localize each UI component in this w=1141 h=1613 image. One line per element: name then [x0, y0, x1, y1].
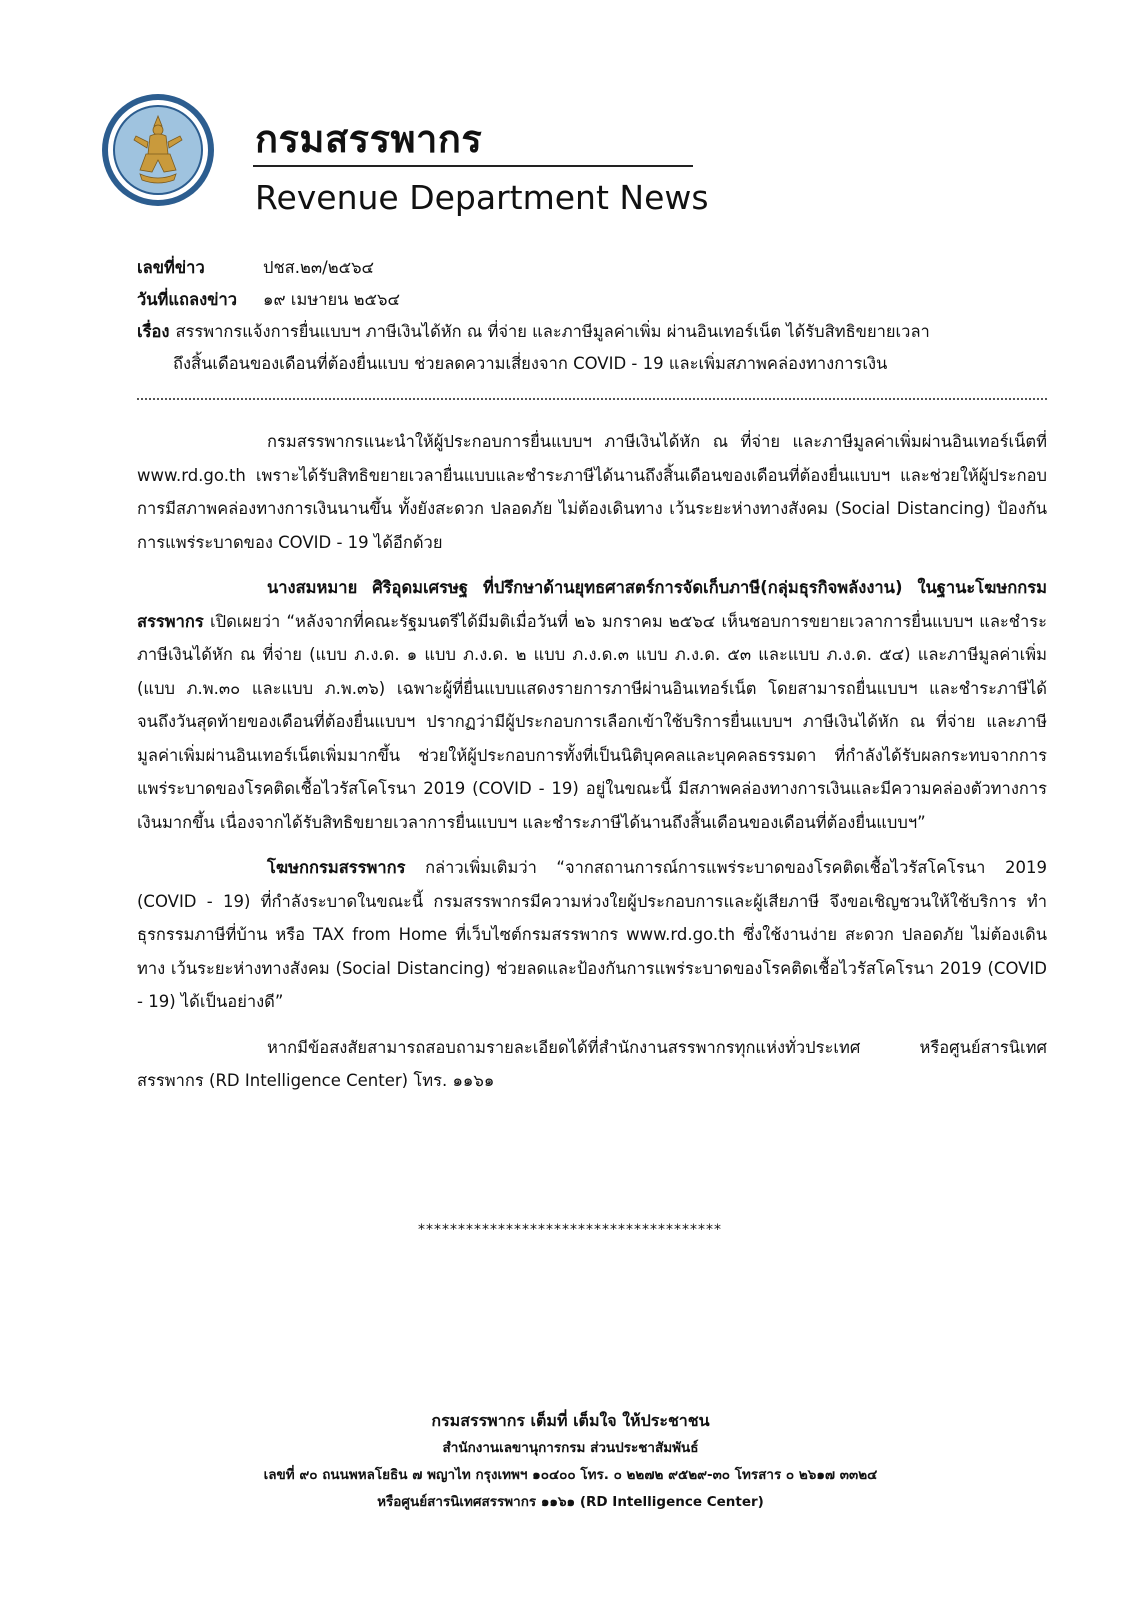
footer-slogan: กรมสรรพากร เต็มที่ เต็มใจ ให้ประชาชน	[431, 1411, 710, 1430]
release-date-value: ๑๙ เมษายน ๒๕๖๔	[263, 290, 400, 309]
spokesperson-title: โฆษกกรมสรรพากร	[267, 858, 406, 877]
seal-graphic	[100, 92, 216, 208]
release-date-label: วันที่แถลงข่าว	[137, 290, 238, 309]
footer	[100, 1407, 1041, 1516]
paragraph-4: หากมีข้อสงสัยสามารถสอบถามรายละเอียดได้ที่สำนักงานสรรพากรทุกแห่งทั่วประเทศ หรือศูนย์สารนิเทศสรรพากร (RD Intelligence Center) โทร. ๑๑๖๑	[137, 1037, 1047, 1090]
header-divider	[253, 165, 693, 167]
footer-info-center: หรือศูนย์สารนิเทศสรรพากร ๑๑๖๑ (RD Intelligence Center)	[377, 1494, 764, 1510]
revenue-department-seal-icon	[100, 92, 216, 208]
dotted-divider	[137, 398, 1047, 400]
footer-office: สำนักงานเลขานุการกรม ส่วนประชาสัมพันธ์	[442, 1440, 699, 1456]
org-name-th: กรมสรรพากร	[255, 117, 483, 161]
subject-label: เรื่อง	[137, 322, 170, 341]
footer-address: เลขที่ ๙๐ ถนนพหลโยธิน ๗ พญาไท กรุงเทพฯ ๑๐๔๐๐ โทร. ๐ ๒๒๗๒ ๙๕๒๙-๓๐ โทรสาร ๐ ๒๖๑๗ ๓๓๒๔	[263, 1467, 878, 1483]
release-date-row	[137, 284, 1057, 316]
subject-row	[137, 316, 1057, 348]
news-number-value: ปชส.๒๓/๒๕๖๔	[263, 258, 375, 277]
news-number-label: เลขที่ข่าว	[137, 258, 205, 277]
paragraph-1: กรมสรรพากรแนะนำให้ผู้ประกอบการยื่นแบบฯ ภาษีเงินได้หัก ณ ที่จ่าย และภาษีมูลค่าเพิ่มผ่านอินเทอร์เน็ตที่ www.rd.go.th เพราะได้รับสิทธิขยายเวลายื่นแบบและชำระภาษีได้นานถึงสิ้นเดือนของเดือนที่ต้องยื่นแบบฯ และช่วยให้ผู้ประกอบการมีสภาพคล่องทางการเงินนานขึ้น ทั้งยังสะดวก ปลอดภัย ไม่ต้องเดินทาง เว้นระยะห่างทางสังคม (Social Distancing) ป้องกันการแพร่ระบาดของ COVID - 19 ได้อีกด้วย	[137, 432, 1047, 552]
org-name-en: Revenue Department News	[255, 178, 709, 217]
paragraph-2-text: เปิดเผยว่า “หลังจากที่คณะรัฐมนตรีได้มีมติเมื่อวันที่ ๒๖ มกราคม ๒๕๖๔ เห็นชอบการขยายเวลาการยื่นแบบฯ และชำระภาษีเงินได้หัก ณ ที่จ่าย (แบบ ภ.ง.ด. ๑ แบบ ภ.ง.ด. ๒ แบบ ภ.ง.ด.๓ แบบ ภ.ง.ด. ๕๓ และแบบ ภ.ง.ด. ๕๔) และภาษีมูลค่าเพิ่ม (แบบ ภ.พ.๓๐ และแบบ ภ.พ.๓๖) เฉพาะผู้ที่ยื่นแบบแสดงรายการภาษีผ่านอินเทอร์เน็ต โดยสามารถยื่นแบบฯ และชำระภาษีได้จนถึงวันสุดท้ายของเดือนที่ต้องยื่นแบบฯ ปรากฏว่ามีผู้ประกอบการเลือกเข้าใช้บริการยื่นแบบฯ ภาษีเงินได้หัก ณ ที่จ่าย และภาษีมูลค่าเพิ่มผ่านอินเทอร์เน็ตเพิ่มมากขึ้น ช่วยให้ผู้ประกอบการทั้งที่เป็นนิติบุคคลและบุคคลธรรมดา ที่กำลังได้รับผลกระทบจากการแพร่ระบาดของโรคติดเชื้อไวรัสโคโรนา 2019 (COVID - 19) อยู่ในขณะนี้ มีสภาพคล่องทางการเงินและมีความคล่องตัวทางการเงินมากขึ้น เนื่องจากได้รับสิทธิขยายเวลาการยื่นแบบฯ และชำระภาษีได้นานถึงสิ้นเดือนของเดือนที่ต้องยื่นแบบฯ”	[137, 611, 1047, 832]
news-body	[137, 425, 1047, 1110]
paragraph-3	[137, 851, 1047, 1019]
subject-line-1: สรรพากรแจ้งการยื่นแบบฯ ภาษีเงินได้หัก ณ ที่จ่าย และภาษีมูลค่าเพิ่ม ผ่านอินเทอร์เน็ต ได้รับสิทธิขยายเวลา	[175, 322, 930, 341]
subject-line-2: ถึงสิ้นเดือนของเดือนที่ต้องยื่นแบบ ช่วยลดความเสี่ยงจาก COVID - 19 และเพิ่มสภาพคล่องทางการเงิน	[173, 354, 888, 373]
spokesperson-name: นางสมหมาย ศิริอุดมเศรษฐ ที่ปรึกษาด้านยุทธศาสตร์การจัดเก็บภาษี(กลุ่มธุรกิจพลังงาน) ในฐานะโฆษกกรมสรรพากร	[137, 578, 1047, 631]
news-meta	[137, 252, 1057, 380]
end-separator: **************************************	[418, 1222, 722, 1238]
news-number-row	[137, 252, 1057, 284]
paragraph-2	[137, 571, 1047, 839]
paragraph-3-text: กล่าวเพิ่มเติมว่า “จากสถานการณ์การแพร่ระบาดของโรคติดเชื้อไวรัสโคโรนา 2019 (COVID - 19) ที่กำลังระบาดในขณะนี้ กรมสรรพากรมีความห่วงใยผู้ประกอบการและผู้เสียภาษี จึงขอเชิญชวนให้ใช้บริการ ทำธุรกรรมภาษีที่บ้าน หรือ TAX from Home ที่เว็บไซต์กรมสรรพากร www.rd.go.th ซึ่งใช้งานง่าย สะดวก ปลอดภัย ไม่ต้องเดินทาง เว้นระยะห่างทางสังคม (Social Distancing) ช่วยลดและป้องกันการแพร่ระบาดของโรคติดเชื้อไวรัสโคโรนา 2019 (COVID - 19) ได้เป็นอย่างดี”	[137, 858, 1047, 1011]
